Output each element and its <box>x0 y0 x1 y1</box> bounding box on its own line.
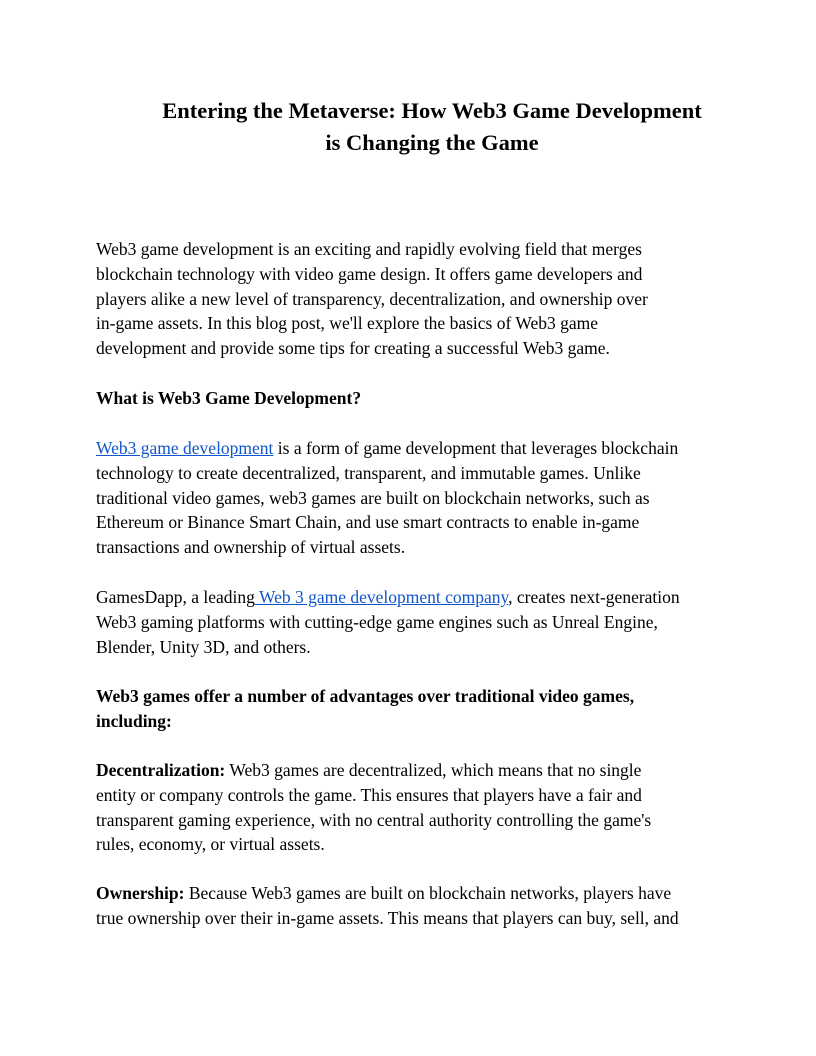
decentralization-paragraph <box>96 758 736 857</box>
web3-game-development-company-link[interactable]: Web 3 game development company <box>254 587 509 607</box>
ownership-line: true ownership over their in-game assets. This means that players can buy, sell, and <box>96 907 679 928</box>
gamesdapp-line <box>96 585 736 610</box>
gamesdapp-line1-pre: GamesDapp, a leading <box>96 587 255 607</box>
title-line-2: is Changing the Game <box>325 130 539 155</box>
ownership-line <box>96 881 736 906</box>
intro-line: Web3 game development is an exciting and rapidly evolving field that merges <box>96 239 642 259</box>
definition-line: technology to create decentralized, transparent, and immutable games. Unlike <box>96 462 641 483</box>
intro-line: players alike a new level of transparency, decentralization, and ownership over <box>96 288 648 309</box>
document-title <box>96 95 768 159</box>
ownership-line1-text: Because Web3 games are built on blockchain networks, players have <box>184 883 672 903</box>
web3-game-development-link[interactable]: Web3 game development <box>96 438 274 458</box>
definition-line: Ethereum or Binance Smart Chain, and use smart contracts to enable in-game <box>96 512 640 533</box>
definition-line <box>96 436 736 461</box>
gamesdapp-paragraph <box>96 585 736 659</box>
definition-line1-text: is a form of game development that leverages blockchain <box>273 438 679 458</box>
intro-paragraph <box>96 237 736 361</box>
intro-line: blockchain technology with video game design. It offers game developers and <box>96 263 643 284</box>
ownership-label: Ownership: <box>96 883 185 903</box>
definition-line: traditional video games, web3 games are built on blockchain networks, such as <box>96 487 650 508</box>
decentralization-line1-text: Web3 games are decentralized, which means that no single <box>225 760 642 780</box>
definition-paragraph <box>96 436 736 560</box>
gamesdapp-line: Web3 gaming platforms with cutting-edge game engines such as Unreal Engine, <box>96 611 658 632</box>
ownership-paragraph <box>96 881 736 931</box>
advantages-heading <box>96 684 736 734</box>
intro-line: development and provide some tips for creating a successful Web3 game. <box>96 338 610 359</box>
intro-line: in-game assets. In this blog post, we'll explore the basics of Web3 game <box>96 313 599 334</box>
advantages-heading-line-2: including: <box>96 710 172 731</box>
advantages-heading-line-1: Web3 games offer a number of advantages over traditional video games, <box>96 686 635 706</box>
title-line-1: Entering the Metaverse: How Web3 Game Development <box>162 98 702 123</box>
gamesdapp-line1-post: , creates next-generation <box>508 587 680 607</box>
decentralization-label: Decentralization: <box>96 760 226 780</box>
gamesdapp-line: Blender, Unity 3D, and others. <box>96 636 311 657</box>
definition-line: transactions and ownership of virtual assets. <box>96 537 406 558</box>
heading-what-is-web3: What is Web3 Game Development? <box>96 388 362 408</box>
decentralization-line: transparent gaming experience, with no central authority controlling the game's <box>96 809 652 830</box>
decentralization-line: rules, economy, or virtual assets. <box>96 834 325 855</box>
decentralization-line: entity or company controls the game. This ensures that players have a fair and <box>96 784 642 805</box>
decentralization-line <box>96 758 736 783</box>
